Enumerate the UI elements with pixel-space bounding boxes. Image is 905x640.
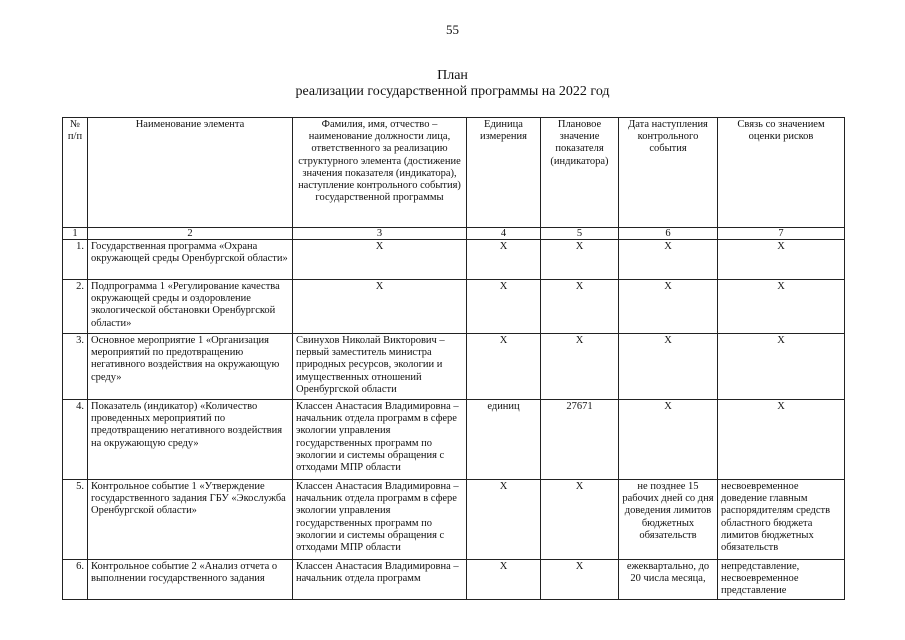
risk-link: несвоевременное доведение главным распорядителям средств областного бюджета лимитов бюджетных обязательств	[718, 480, 845, 560]
planned-value: Х	[541, 280, 619, 334]
unit-of-measure: Х	[467, 560, 541, 600]
column-number: 1	[63, 228, 88, 240]
responsible-person: Классен Анастасия Владимировна – начальник отдела программ	[293, 560, 467, 600]
table-row	[63, 480, 845, 560]
element-name: Государственная программа «Охрана окружающей среды Оренбургской области»	[88, 240, 293, 280]
element-name: Показатель (индикатор) «Количество проведенных мероприятий по предотвращению негативного воздействия на окружающую среду»	[88, 400, 293, 480]
row-number: 4.	[63, 400, 88, 480]
row-number: 1.	[63, 240, 88, 280]
event-date: ежеквартально, до 20 числа месяца,	[619, 560, 718, 600]
column-number: 7	[718, 228, 845, 240]
planned-value: 27671	[541, 400, 619, 480]
row-number: 5.	[63, 480, 88, 560]
title-line-2: реализации государственной программы на 2022 год	[295, 84, 610, 99]
table-row	[63, 560, 845, 600]
responsible-person: Классен Анастасия Владимировна – начальник отдела программ в сфере экологии управления государственных программ по экологии и системы обращения с отходами МПР области	[293, 400, 467, 480]
header-date: Дата наступления контрольного события	[619, 118, 718, 228]
element-name: Подпрограмма 1 «Регулирование качества окружающей среды и оздоровление экологической обстановки Оренбургской области»	[88, 280, 293, 334]
responsible-person: Свинухов Николай Викторович – первый заместитель министра природных ресурсов, экологии и имущественных отношений Оренбургской области	[293, 334, 467, 400]
unit-of-measure: Х	[467, 240, 541, 280]
header-num: № п/п	[63, 118, 88, 228]
header-name: Наименование элемента	[88, 118, 293, 228]
risk-link: Х	[718, 240, 845, 280]
risk-link: Х	[718, 400, 845, 480]
header-row	[63, 118, 845, 228]
column-number-row	[63, 228, 845, 240]
planned-value: Х	[541, 560, 619, 600]
responsible-person: Классен Анастасия Владимировна – начальник отдела программ в сфере экологии управления государственных программ по экологии и системы обращения с отходами МПР области	[293, 480, 467, 560]
risk-link: Х	[718, 280, 845, 334]
table-row	[63, 280, 845, 334]
element-name: Основное мероприятие 1 «Организация мероприятий по предотвращению негативного воздействия на окружающую среду»	[88, 334, 293, 400]
event-date: Х	[619, 400, 718, 480]
header-unit: Единица измерения	[467, 118, 541, 228]
unit-of-measure: Х	[467, 480, 541, 560]
column-number: 4	[467, 228, 541, 240]
column-number: 6	[619, 228, 718, 240]
row-number: 6.	[63, 560, 88, 600]
table-row	[63, 240, 845, 280]
unit-of-measure: Х	[467, 334, 541, 400]
header-value: Плановое значение показателя (индикатора)	[541, 118, 619, 228]
unit-of-measure: единиц	[467, 400, 541, 480]
page-number: 55	[446, 22, 459, 37]
column-number: 5	[541, 228, 619, 240]
risk-link: Х	[718, 334, 845, 400]
responsible-person: Х	[293, 280, 467, 334]
table-row	[63, 400, 845, 480]
header-risk: Связь со значением оценки рисков	[718, 118, 845, 228]
document-title	[0, 68, 905, 100]
column-number: 3	[293, 228, 467, 240]
row-number: 2.	[63, 280, 88, 334]
row-number: 3.	[63, 334, 88, 400]
title-line-1: План	[437, 68, 468, 83]
header-responsible: Фамилия, имя, отчество – наименование должности лица, ответственного за реализацию структурного элемента (достижение значения показателя (индикатора), наступление контрольного события) государственной программы	[293, 118, 467, 228]
risk-link: непредставление, несвоевременное представление	[718, 560, 845, 600]
unit-of-measure: Х	[467, 280, 541, 334]
planned-value: Х	[541, 480, 619, 560]
table-row	[63, 334, 845, 400]
responsible-person: Х	[293, 240, 467, 280]
event-date: Х	[619, 280, 718, 334]
event-date: не позднее 15 рабочих дней со дня доведения лимитов бюджетных обязательств	[619, 480, 718, 560]
planned-value: Х	[541, 334, 619, 400]
element-name: Контрольное событие 1 «Утверждение государственного задания ГБУ «Экослужба Оренбургской области»	[88, 480, 293, 560]
element-name: Контрольное событие 2 «Анализ отчета о выполнении государственного задания	[88, 560, 293, 600]
plan-table	[62, 117, 845, 600]
planned-value: Х	[541, 240, 619, 280]
column-number: 2	[88, 228, 293, 240]
event-date: Х	[619, 240, 718, 280]
event-date: Х	[619, 334, 718, 400]
